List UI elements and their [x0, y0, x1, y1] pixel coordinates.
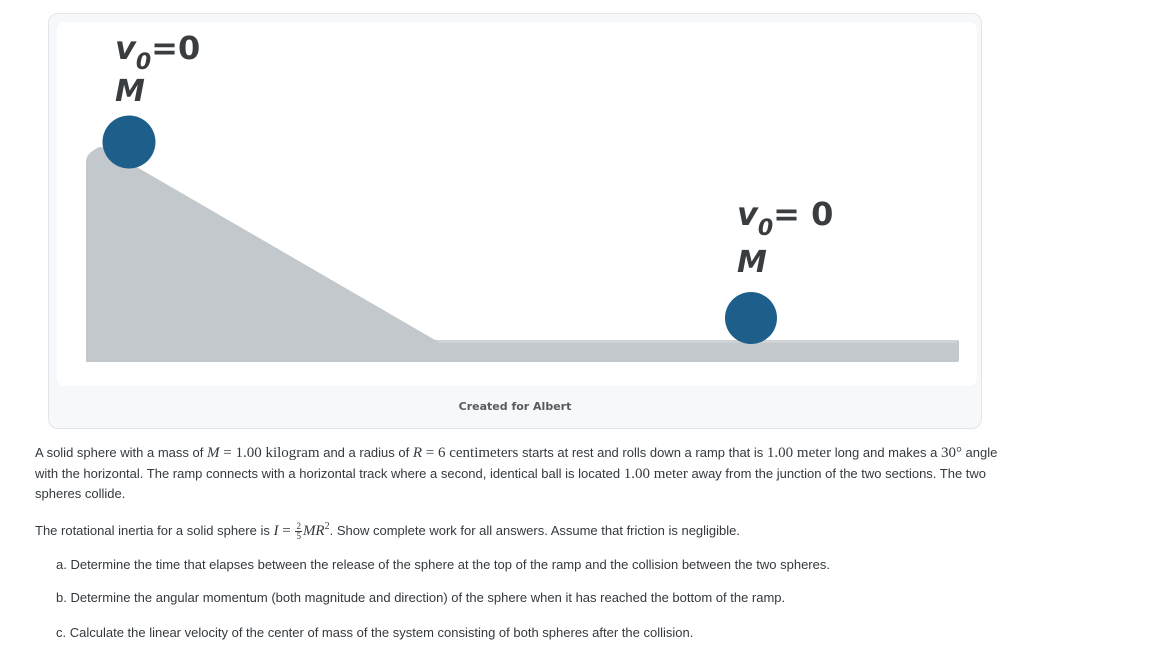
physics-diagram: [57, 22, 977, 386]
label-initial-velocity-right: [737, 195, 834, 241]
text: . Show complete work for all answers. Assume that friction is negligible.: [329, 523, 741, 538]
text: and a radius of: [319, 445, 413, 460]
velocity-subscript: 0: [135, 50, 152, 75]
radius-expression: [413, 445, 519, 461]
mr-term: MR: [302, 523, 325, 539]
figure-card: [48, 13, 982, 429]
equals: =: [278, 523, 295, 539]
text: away from the junction of the two sections. The two spheres collide.: [35, 465, 987, 501]
text: The rotational inertia for a solid sphere is: [35, 523, 274, 538]
track-distance: 1.00 meter: [623, 465, 688, 482]
inertia-symbol: I: [273, 523, 279, 539]
numerator: 2: [296, 521, 301, 532]
text: A solid sphere with a mass of: [35, 445, 207, 460]
velocity-symbol: v: [737, 195, 758, 233]
fraction: [295, 522, 302, 541]
mass-symbol: M: [206, 445, 220, 461]
ramp-diagram-svg: [57, 22, 977, 386]
figure-caption: Created for Albert: [458, 400, 572, 413]
text: long and makes a: [831, 445, 941, 460]
ramp-angle: 30°: [940, 445, 962, 461]
question-b: b. Determine the angular momentum (both magnitude and direction) of the sphere when it has reached the bottom of the ramp.: [56, 590, 786, 605]
radius-symbol: R: [412, 445, 423, 461]
sphere-on-track: [725, 292, 777, 344]
problem-statement: [35, 443, 1015, 505]
mass-value: = 1.00 kilogram: [219, 445, 320, 461]
velocity-value: =0: [151, 29, 201, 67]
question-c: c. Calculate the linear velocity of the center of mass of the system consisting of both spheres after the collision.: [56, 625, 694, 640]
velocity-subscript: 0: [757, 216, 774, 241]
sphere-top-of-ramp: [103, 116, 156, 169]
inertia-formula: [273, 521, 330, 542]
question-a: a. Determine the time that elapses between the release of the sphere at the top of the ramp and the collision between the two spheres.: [56, 557, 830, 572]
text: starts at rest and rolls down a ramp that is: [518, 445, 767, 460]
label-mass-right: M: [737, 245, 767, 280]
label-mass-left: M: [115, 74, 145, 109]
velocity-value: = 0: [773, 195, 834, 233]
text: angle with the horizontal. The ramp connects with a horizontal track where a second, identical ball is located: [35, 445, 998, 481]
mass-expression: [207, 445, 320, 461]
ramp: [86, 147, 435, 362]
track-top-edge: [437, 340, 957, 343]
label-initial-velocity-left: [115, 29, 201, 75]
horizontal-track: [433, 340, 959, 362]
exponent: 2: [324, 521, 330, 532]
inertia-statement: [35, 517, 1015, 542]
ramp-length: 1.00 meter: [766, 445, 832, 461]
denominator: 5: [296, 531, 301, 542]
radius-value: = 6 centimeters: [422, 445, 519, 461]
velocity-symbol: v: [115, 29, 136, 67]
